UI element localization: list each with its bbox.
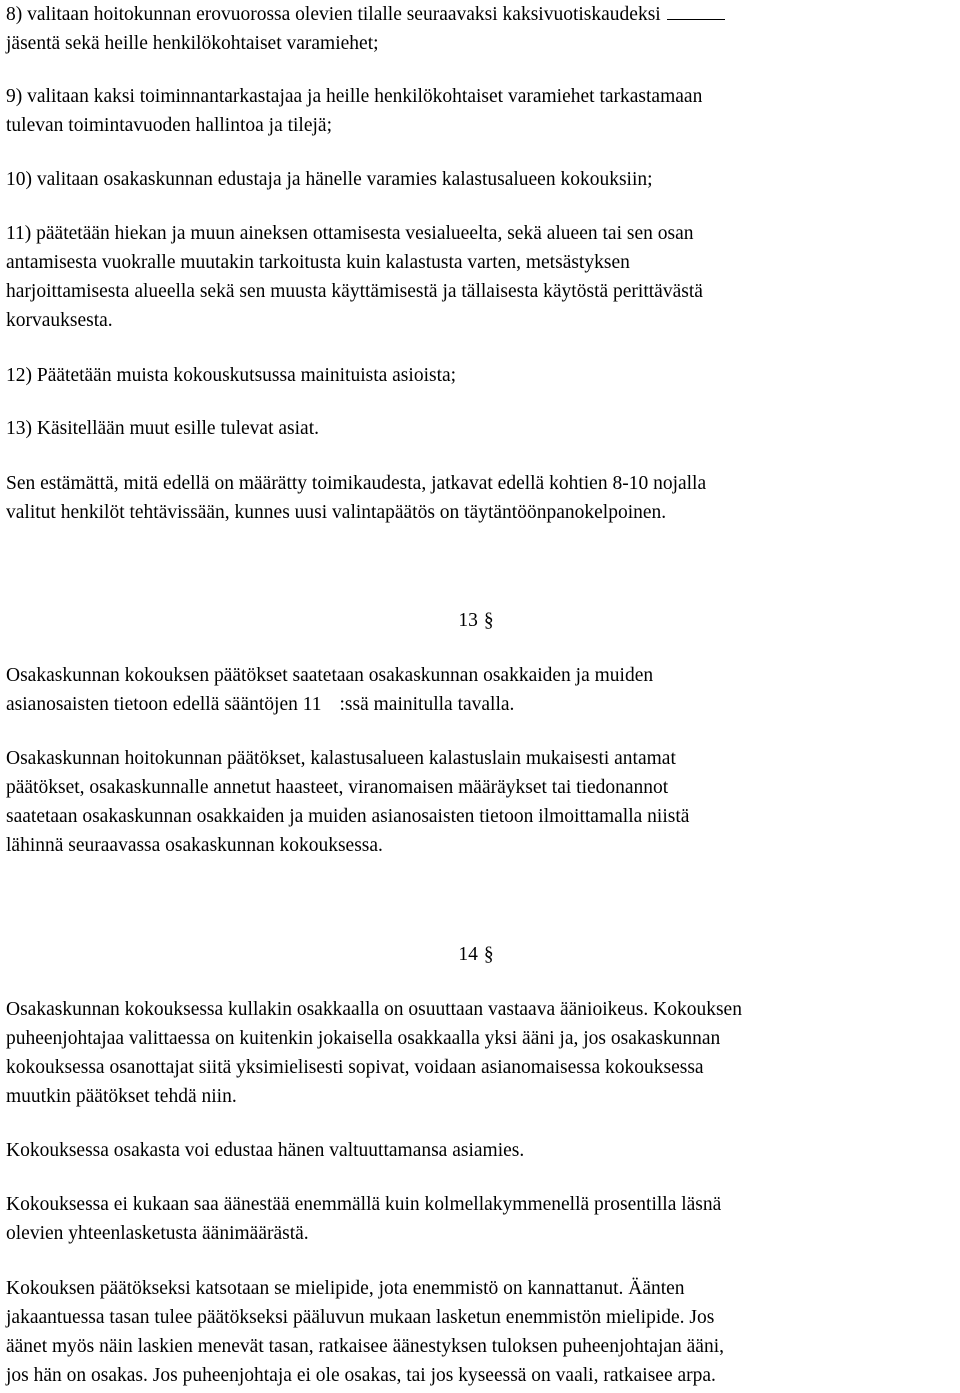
line: olevien yhteenlasketusta äänimäärästä. xyxy=(6,1223,309,1244)
list-item-8 xyxy=(6,0,725,58)
section-14-paragraph-4 xyxy=(6,1274,724,1390)
line: 9) valitaan kaksi toiminnantarkastajaa ja heille henkilökohtaiset varamiehet tarkastamaan xyxy=(6,86,703,107)
line: :ssä mainitulla tavalla. xyxy=(339,694,515,715)
line: 11) päätetään hiekan ja muun aineksen ottamisesta vesialueelta, sekä alueen tai sen osan xyxy=(6,223,694,244)
continuation-paragraph xyxy=(6,469,706,527)
line: puheenjohtajaa valittaessa on kuitenkin jokaisella osakkaalla yksi ääni ja, jos osakaskunnan xyxy=(6,1028,721,1049)
list-item-11 xyxy=(6,219,703,335)
line: Osakaskunnan hoitokunnan päätökset, kalastusalueen kalastuslain mukaisesti antamat xyxy=(6,748,676,769)
line: Sen estämättä, mitä edellä on määrätty toimikaudesta, jatkavat edellä kohtien 8-10 nojalla xyxy=(6,473,707,494)
line: Kokouksessa ei kukaan saa äänestää enemmällä kuin kolmellakymmenellä prosentilla läsnä xyxy=(6,1194,722,1215)
section-13-heading xyxy=(6,606,946,635)
line: tulevan toimintavuoden hallintoa ja tilejä; xyxy=(6,115,332,136)
line: saatetaan osakaskunnan osakkaiden ja muiden asianosaisten tietoon ilmoittamalla niistä xyxy=(6,806,690,827)
line: 10) valitaan osakaskunnan edustaja ja hänelle varamies kalastusalueen kokouksiin; xyxy=(6,169,653,190)
line: päätökset, osakaskunnalle annetut haasteet, viranomaisen määräykset tai tiedonannot xyxy=(6,777,669,798)
section-sign: § xyxy=(483,944,494,965)
section-13-paragraph-2 xyxy=(6,744,689,860)
section-14-heading xyxy=(6,940,946,969)
line: lähinnä seuraavassa osakaskunnan kokouksessa. xyxy=(6,835,383,856)
line: korvauksesta. xyxy=(6,310,113,331)
line: jakaantuessa tasan tulee päätökseksi pääluvun mukaan lasketun enemmistön mielipide. Jos xyxy=(6,1307,715,1328)
line: Osakaskunnan kokouksen päätökset saatetaan osakaskunnan osakkaiden ja muiden xyxy=(6,665,654,686)
section-number: 13 xyxy=(458,610,478,631)
section-13-paragraph-1 xyxy=(6,661,653,719)
list-item-12 xyxy=(6,361,456,390)
line: harjoittamisesta alueella sekä sen muusta käyttämisestä ja tällaisesta käytöstä perittävästä xyxy=(6,281,703,302)
line: antamisesta vuokralle muutakin tarkoitusta kuin kalastusta varten, metsästyksen xyxy=(6,252,630,273)
line: Kokouksessa osakasta voi edustaa hänen valtuuttamansa asiamies. xyxy=(6,1140,525,1161)
line: jos hän on osakas. Jos puheenjohtaja ei ole osakas, tai jos kyseessä on vaali, ratkaisee arpa. xyxy=(6,1365,716,1386)
line: muutkin päätökset tehdä niin. xyxy=(6,1086,237,1107)
line: 12) Päätetään muista kokouskutsussa mainituista asioista; xyxy=(6,365,457,386)
line: jäsentä sekä heille henkilökohtaiset varamiehet; xyxy=(6,33,379,54)
list-item-10 xyxy=(6,165,653,194)
section-14-paragraph-1 xyxy=(6,995,742,1111)
line: 8) valitaan hoitokunnan erovuorossa olevien tilalle seuraavaksi kaksivuotiskaudeksi xyxy=(6,4,661,25)
list-item-9 xyxy=(6,82,702,140)
line: 13) Käsitellään muut esille tulevat asiat. xyxy=(6,418,319,439)
section-number: 14 xyxy=(458,944,478,965)
section-14-paragraph-3 xyxy=(6,1190,721,1248)
line: äänet myös näin laskien menevät tasan, ratkaisee äänestyksen tuloksen puheenjohtajan ääni, xyxy=(6,1336,724,1357)
line: Kokouksen päätökseksi katsotaan se mielipide, jota enemmistö on kannattanut. Äänten xyxy=(6,1278,685,1299)
line: Osakaskunnan kokouksessa kullakin osakkaalla on osuuttaan vastaava äänioikeus. Kokouksen xyxy=(6,999,742,1020)
line: kokouksessa osanottajat siitä yksimielisesti sopivat, voidaan asianomaisessa kokouksessa xyxy=(6,1057,704,1078)
blank-line xyxy=(667,1,725,20)
list-item-13 xyxy=(6,414,319,443)
line: asianosaisten tietoon edellä sääntöjen 11 xyxy=(6,694,322,715)
section-14-paragraph-2 xyxy=(6,1136,524,1165)
section-sign: § xyxy=(483,610,494,631)
line: valitut henkilöt tehtävissään, kunnes uusi valintapäätös on täytäntöönpanokelpoinen. xyxy=(6,502,667,523)
